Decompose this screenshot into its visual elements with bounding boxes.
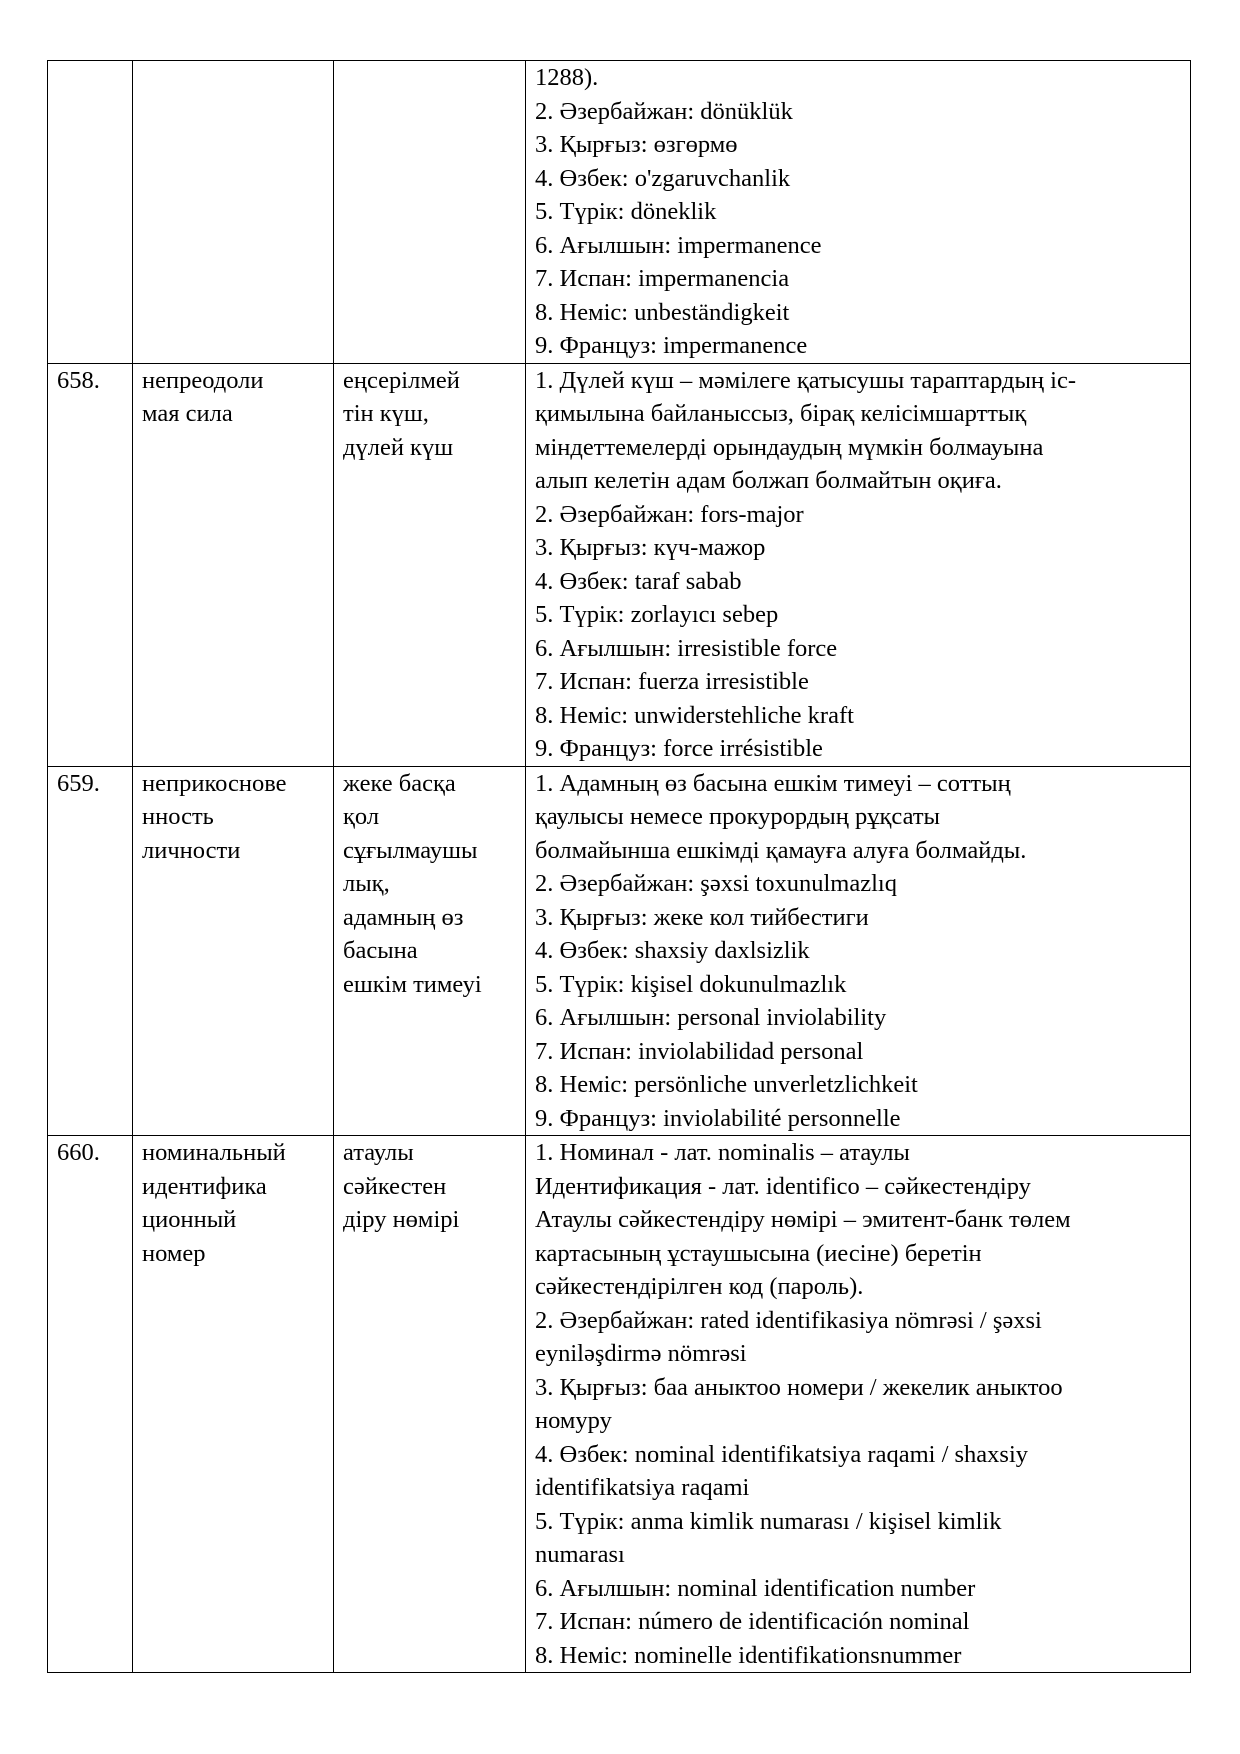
definition-line: 5. Түрік: anma kimlik numarası / kişisel kimlik — [535, 1507, 1002, 1535]
definition-line: identifikatsiya raqami — [535, 1474, 750, 1501]
definition-line: 7. Испан: impermanencia — [535, 265, 790, 292]
definition-line: eyniləşdirmə nömrəsi — [535, 1340, 747, 1367]
kazakh-term-line: еңсерілмей — [343, 366, 460, 394]
definition-line: 5. Түрік: zorlayıcı sebep — [535, 601, 779, 628]
dictionary-table — [47, 60, 1191, 1673]
kazakh-term-cell — [334, 363, 526, 766]
russian-term-line: нность — [142, 803, 214, 830]
definition-line: 1. Дүлей күш – мәмілеге қатысушы тараптардың іс- — [535, 366, 1076, 394]
definition-line: 9. Француз: inviolabilité personnelle — [535, 1104, 901, 1132]
definition-line: қаулысы немесе прокурордың рұқсаты — [535, 803, 940, 830]
russian-term-line: неприкоснове — [142, 769, 287, 797]
definition-line: 2. Әзербайжан: rated identifikasiya nömrəsi / şəxsi — [535, 1306, 1042, 1334]
kazakh-term-line: діру нөмірі — [343, 1206, 460, 1233]
definition-line: 8. Неміс: nominelle identifikationsnummer — [535, 1641, 962, 1669]
kazakh-term-line: адамның өз — [343, 903, 464, 931]
definition-line: 5. Түрік: döneklik — [535, 198, 717, 225]
definition-cell — [526, 61, 1191, 364]
definition-line: картасының ұстаушысына (иесіне) беретін — [535, 1239, 982, 1267]
table-row — [48, 61, 1191, 364]
russian-term-line: ционный — [142, 1206, 237, 1233]
definition-line: 8. Неміс: unbeständigkeit — [535, 298, 790, 326]
definition-line: 8. Неміс: persönliche unverletzlichkeit — [535, 1071, 918, 1098]
kazakh-term-line: дүлей күш — [343, 433, 454, 461]
kazakh-term-line: жеке басқа — [343, 769, 456, 797]
definition-line: 7. Испан: fuerza irresistible — [535, 668, 809, 695]
definition-line: сәйкестендірілген код (пароль). — [535, 1273, 864, 1300]
kazakh-term-cell — [334, 1136, 526, 1673]
definition-line: 5. Түрік: kişisel dokunulmazlık — [535, 970, 847, 998]
table-row — [48, 363, 1191, 766]
definition-line: 4. Өзбек: nominal identifikatsiya raqami / shaxsiy — [535, 1440, 1029, 1468]
definition-line: 4. Өзбек: o'zgaruvchanlik — [535, 164, 791, 192]
russian-term-cell — [133, 363, 334, 766]
definition-line: 9. Француз: impermanence — [535, 332, 808, 359]
russian-term-line: личности — [142, 836, 241, 864]
definition-line: номуру — [535, 1407, 612, 1434]
definition-line: 6. Ағылшын: impermanence — [535, 231, 822, 259]
kazakh-term-line: сәйкестен — [343, 1172, 447, 1200]
russian-term-cell — [133, 1136, 334, 1673]
definition-line: 3. Қырғыз: баа аныктоо номери / жекелик аныктоо — [535, 1373, 1063, 1401]
definition-line: 6. Ағылшын: personal inviolability — [535, 1004, 887, 1031]
definition-line: 7. Испан: inviolabilidad personal — [535, 1037, 864, 1065]
kazakh-term-cell — [334, 766, 526, 1136]
kazakh-term-line: басына — [343, 937, 418, 964]
definition-cell — [526, 1136, 1191, 1673]
russian-term-cell — [133, 61, 334, 364]
kazakh-term-line: сұғылмаушы — [343, 836, 478, 864]
russian-term-line: мая сила — [142, 400, 233, 427]
russian-term-line: идентифика — [142, 1172, 267, 1200]
definition-line: 6. Ағылшын: nominal identification number — [535, 1574, 976, 1602]
entry-number-cell — [48, 766, 133, 1136]
russian-term-line: номер — [142, 1239, 206, 1267]
kazakh-term-line: атаулы — [343, 1139, 414, 1166]
kazakh-term-line: ешкім тимеуі — [343, 970, 482, 998]
definition-line: міндеттемелерді орындаудың мүмкін болмауына — [535, 433, 1044, 461]
definition-line: 2. Әзербайжан: dönüklük — [535, 97, 793, 125]
dictionary-table-body — [48, 61, 1191, 1673]
definition-line: қимылына байланыссыз, бірақ келісімшарттық — [535, 400, 1027, 427]
kazakh-term-cell — [334, 61, 526, 364]
entry-number-cell — [48, 1136, 133, 1673]
entry-number: 658. — [57, 366, 100, 394]
kazakh-term-line: қол — [343, 803, 380, 830]
table-row — [48, 1136, 1191, 1673]
definition-line: numarası — [535, 1541, 625, 1568]
entry-number-cell — [48, 61, 133, 364]
definition-line: Идентификация - лат. identifico – сәйкестендіру — [535, 1172, 1031, 1200]
kazakh-term-line: лық, — [343, 870, 390, 897]
definition-line: алып келетін адам болжап болмайтын оқиға. — [535, 467, 1002, 494]
definition-line: 3. Қырғыз: жеке кол тийбестиги — [535, 903, 869, 931]
entry-number-cell — [48, 363, 133, 766]
kazakh-term-line: тін күш, — [343, 400, 429, 427]
entry-number: 659. — [57, 769, 100, 797]
definition-line: 4. Өзбек: taraf sabab — [535, 567, 742, 595]
definition-line: 3. Қырғыз: күч-мажор — [535, 534, 766, 561]
definition-line: 1. Адамның өз басына ешкім тимеуі – соттың — [535, 769, 1011, 797]
definition-line: Атаулы сәйкестендіру нөмірі – эмитент-банк төлем — [535, 1206, 1071, 1233]
russian-term-cell — [133, 766, 334, 1136]
definition-line: 7. Испан: número de identificación nominal — [535, 1608, 970, 1635]
definition-cell — [526, 363, 1191, 766]
table-row — [48, 766, 1191, 1136]
definition-cell — [526, 766, 1191, 1136]
definition-line: 8. Неміс: unwiderstehliche kraft — [535, 701, 854, 729]
definition-line: 9. Француз: force irrésistible — [535, 735, 823, 762]
definition-line: 2. Әзербайжан: şəxsi toxunulmazlıq — [535, 870, 897, 897]
russian-term-line: непреодоли — [142, 366, 264, 394]
definition-line: 1288). — [535, 64, 599, 91]
russian-term-line: номинальный — [142, 1139, 286, 1166]
definition-line: 6. Ағылшын: irresistible force — [535, 634, 838, 662]
definition-line: болмайынша ешкімді қамауға алуға болмайды. — [535, 836, 1027, 864]
entry-number: 660. — [57, 1139, 100, 1166]
definition-line: 3. Қырғыз: өзгөрмө — [535, 131, 738, 158]
definition-line: 2. Әзербайжан: fors-major — [535, 500, 804, 528]
definition-line: 1. Номинал - лат. nominalis – атаулы — [535, 1139, 910, 1166]
definition-line: 4. Өзбек: shaxsiy daxlsizlik — [535, 937, 810, 964]
